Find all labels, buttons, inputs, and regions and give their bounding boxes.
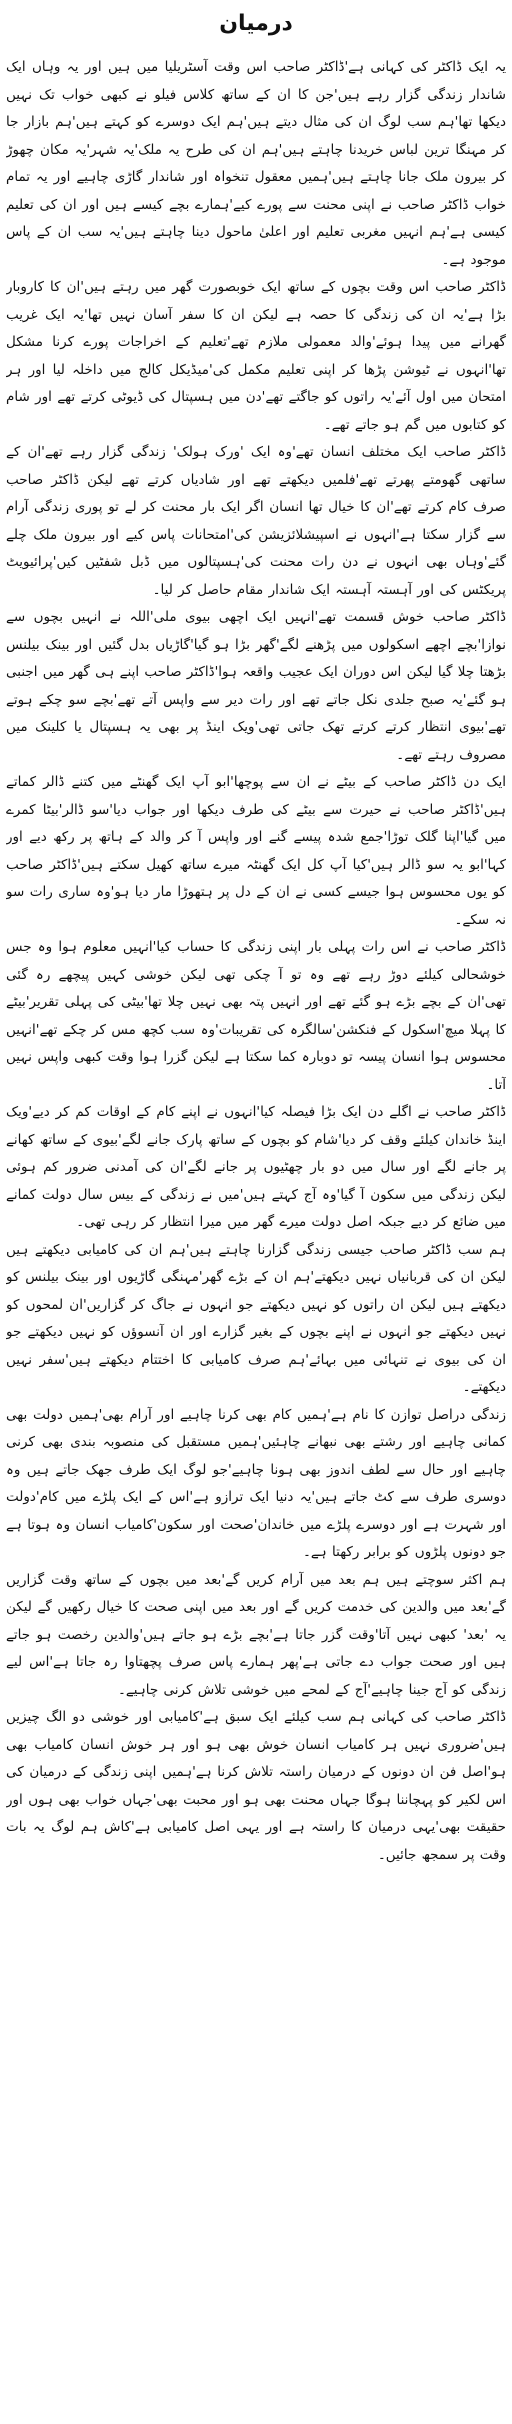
paragraph: ہم سب ڈاکٹر صاحب جیسی زندگی گزارنا چاہتے ہیں'ہم ان کی کامیابی دیکھتے ہیں لیکن ان کی قربانیاں نہیں دیکھتے'ہم ان کے بڑے گھر'مہنگی گاڑیوں اور بینک بیلنس کو دیکھتے ہیں لیکن ان راتوں کو نہیں دیکھتے جو انہوں نے جاگ کر گزاریں'ان لمحوں کو نہیں دیکھتے جو انہوں نے اپنے بچوں کے بغیر گزارے اور ان آنسوؤں کو نہیں دیکھتے جو ان کی بیوی نے تنہائی میں بہائے'ہم صرف کامیابی کا اختتام دیکھتے ہیں'سفر نہیں دیکھتے۔ xyxy=(6,1241,506,1395)
paragraph: ڈاکٹر صاحب کی کہانی ہم سب کیلئے ایک سبق ہے'کامیابی اور خوشی دو الگ چیزیں ہیں'ضروری نہیں ہر کامیاب انسان خوش بھی ہو اور ہر خوش انسان کامیاب بھی ہو'اصل فن ان دونوں کے درمیان راستہ تلاش کرنا ہے'ہمیں اپنی زندگی کے درمیان کی اس لکیر کو پہچاننا ہوگا جہاں محنت بھی ہو اور محبت بھی'جہاں خواب بھی ہوں اور حقیقت بھی'یہی درمیان کا راستہ ہے اور یہی اصل کامیابی ہے'کاش ہم لوگ یہ بات وقت پر سمجھ جائیں۔ xyxy=(6,1709,506,1863)
paragraph: ہم اکثر سوچتے ہیں ہم بعد میں آرام کریں گے'بعد میں بچوں کے ساتھ وقت گزاریں گے'بعد میں والدین کی خدمت کریں گے اور بعد میں اپنی صحت کا خیال رکھیں گے لیکن یہ 'بعد' کبھی نہیں آتا'وقت گزر جاتا ہے'بچے بڑے ہو جاتے ہیں'والدین رخصت ہو جاتے ہیں اور صحت جواب دے جاتی ہے'پھر ہمارے پاس صرف پچھتاوا رہ جاتا ہے'اس لیے زندگی کو آج جینا چاہیے'آج کے لمحے میں خوشی تلاش کرنی چاہیے۔ xyxy=(6,1571,506,1698)
paragraph: ڈاکٹر صاحب اس وقت بچوں کے ساتھ ایک خوبصورت گھر میں رہتے ہیں'ان کا کاروبار بڑا ہے'یہ ان کی زندگی کا حصہ ہے لیکن ان کا سفر آسان نہیں تھا'یہ ایک غریب گھرانے میں پیدا ہوئے'والد معمولی ملازم تھے'تعلیم کے اخراجات پورے کرنا مشکل تھا'انہوں نے ٹیوشن پڑھا کر اپنی تعلیم مکمل کی'میڈیکل کالج میں داخلہ لیا اور ہر امتحان میں اول آئے'یہ راتوں کو جاگتے تھے'دن میں ہسپتال کی ڈیوٹی کرتے تھے اور شام کو کتابوں میں گم ہو جاتے تھے۔ xyxy=(6,279,506,433)
column-title: درمیان xyxy=(219,11,293,36)
paragraph: ڈاکٹر صاحب خوش قسمت تھے'انہیں ایک اچھی بیوی ملی'اللہ نے انہیں بچوں سے نوازا'بچے اچھے اسکولوں میں پڑھنے لگے'گھر بڑا ہو گیا'گاڑیاں بدل گئیں اور بینک بیلنس بڑھتا چلا گیا لیکن اس دوران ایک عجیب واقعہ ہوا'ڈاکٹر صاحب اپنے ہی گھر میں اجنبی ہو گئے'یہ صبح جلدی نکل جاتے تھے اور رات دیر سے واپس آتے تھے'بچے سو چکے ہوتے تھے'بیوی انتظار کرتے کرتے تھک جاتی تھی'ویک اینڈ پر بھی یہ ہسپتال یا کلینک میں مصروف رہتے تھے۔ xyxy=(6,609,506,763)
column-body xyxy=(6,54,506,2416)
paragraph: ایک دن ڈاکٹر صاحب کے بیٹے نے ان سے پوچھا'ابو آپ ایک گھنٹے میں کتنے ڈالر کماتے ہیں'ڈاکٹر صاحب نے حیرت سے بیٹے کی طرف دیکھا اور جواب دیا'سو ڈالر'بیٹا کمرے میں گیا'اپنا گلک توڑا'جمع شدہ پیسے گنے اور واپس آ کر والد کے ہاتھ پر رکھ دیے اور کہا'ابو یہ سو ڈالر ہیں'کیا آپ کل ایک گھنٹہ میرے ساتھ کھیل سکتے ہیں'ڈاکٹر صاحب کو یوں محسوس ہوا جیسے کسی نے ان کے دل پر ہتھوڑا مار دیا ہو'وہ ساری رات سو نہ سکے۔ xyxy=(6,774,506,928)
paragraph: زندگی دراصل توازن کا نام ہے'ہمیں کام بھی کرنا چاہیے اور آرام بھی'ہمیں دولت بھی کمانی چاہیے اور رشتے بھی نبھانے چاہئیں'ہمیں مستقبل کی منصوبہ بندی بھی کرنی چاہیے اور حال سے لطف اندوز بھی ہونا چاہیے'جو لوگ ایک طرف جھک جاتے ہیں وہ دوسری طرف سے کٹ جاتے ہیں'یہ دنیا ایک ترازو ہے'اس کے ایک پلڑے میں کام'دولت اور شہرت ہے اور دوسرے پلڑے میں خاندان'صحت اور سکون'کامیاب انسان وہ ہوتا ہے جو دونوں پلڑوں کو برابر رکھتا ہے۔ xyxy=(6,1406,506,1560)
paragraph: ڈاکٹر صاحب ایک مختلف انسان تھے'وہ ایک 'ورک ہولک' زندگی گزار رہے تھے'ان کے ساتھی گھومتے پھرتے تھے'فلمیں دیکھتے تھے اور شادیاں کرتے تھے لیکن ڈاکٹر صاحب صرف کام کرتے تھے'ان کا خیال تھا انسان اگر ایک بار محنت کر لے تو پوری زندگی آرام سے گزار سکتا ہے'انہوں نے اسپیشلائزیشن کی'امتحانات پاس کیے اور بیرون ملک چلے گئے'وہاں بھی انہوں نے دن رات محنت کی'ہسپتالوں میں ڈبل شفٹیں کیں'پرائیویٹ پریکٹس کی اور آہستہ آہستہ ایک شاندار مقام حاصل کر لیا۔ xyxy=(6,444,506,598)
paragraph: یہ ایک ڈاکٹر کی کہانی ہے'ڈاکٹر صاحب اس وقت آسٹریلیا میں ہیں اور یہ وہاں ایک شاندار زندگی گزار رہے ہیں'جن کا ان کے ساتھ کلاس فیلو نے کبھی خواب تک نہیں دیکھا تھا'ہم سب لوگ ان کی مثال دیتے ہیں'ہم ایک دوسرے کو کہتے ہیں'ہم بازار جا کر مہنگا ترین لباس خریدنا چاہتے ہیں'ہم ان کی طرح یہ ملک'یہ شہر'یہ مکان چھوڑ کر بیرون ملک جانا چاہتے ہیں'ہمیں معقول تنخواہ اور شاندار گاڑی چاہیے اور یہ تمام خواب ڈاکٹر صاحب نے اپنی محنت سے پورے کیے'ہمارے بچے کیسے ہیں اور ان کی تعلیم کیسی ہے'ہم انہیں مغربی تعلیم اور اعلیٰ ماحول دینا چاہتے ہیں'یہ سب ان کے پاس موجود ہے۔ xyxy=(6,59,506,268)
paragraph: ڈاکٹر صاحب نے اس رات پہلی بار اپنی زندگی کا حساب کیا'انہیں معلوم ہوا وہ جس خوشحالی کیلئے دوڑ رہے تھے وہ تو آ چکی تھی لیکن خوشی کہیں پیچھے رہ گئی تھی'ان کے بچے بڑے ہو گئے تھے اور انہیں پتہ بھی نہیں چلا تھا'بیٹی کی پہلی تقریر'بیٹے کا پہلا میچ'اسکول کے فنکشن'سالگرہ کی تقریبات'وہ سب کچھ مس کر چکے تھے'انہیں محسوس ہوا انسان پیسہ تو دوبارہ کما سکتا ہے لیکن گزرا ہوا وقت کبھی واپس نہیں آتا۔ xyxy=(6,939,506,1093)
paragraph: ڈاکٹر صاحب نے اگلے دن ایک بڑا فیصلہ کیا'انہوں نے اپنے کام کے اوقات کم کر دیے'ویک اینڈ خاندان کیلئے وقف کر دیا'شام کو بچوں کے ساتھ پارک جانے لگے'بیوی کے ساتھ کھانے پر جانے لگے اور سال میں دو بار چھٹیوں پر جانے لگے'ان کی آمدنی ضرور کم ہوئی لیکن زندگی میں سکون آ گیا'وہ آج کہتے ہیں'میں نے زندگی کے بیس سال دولت کمانے میں ضائع کر دیے جبکہ اصل دولت میرے گھر میں میرا انتظار کر رہی تھی۔ xyxy=(6,1104,506,1230)
